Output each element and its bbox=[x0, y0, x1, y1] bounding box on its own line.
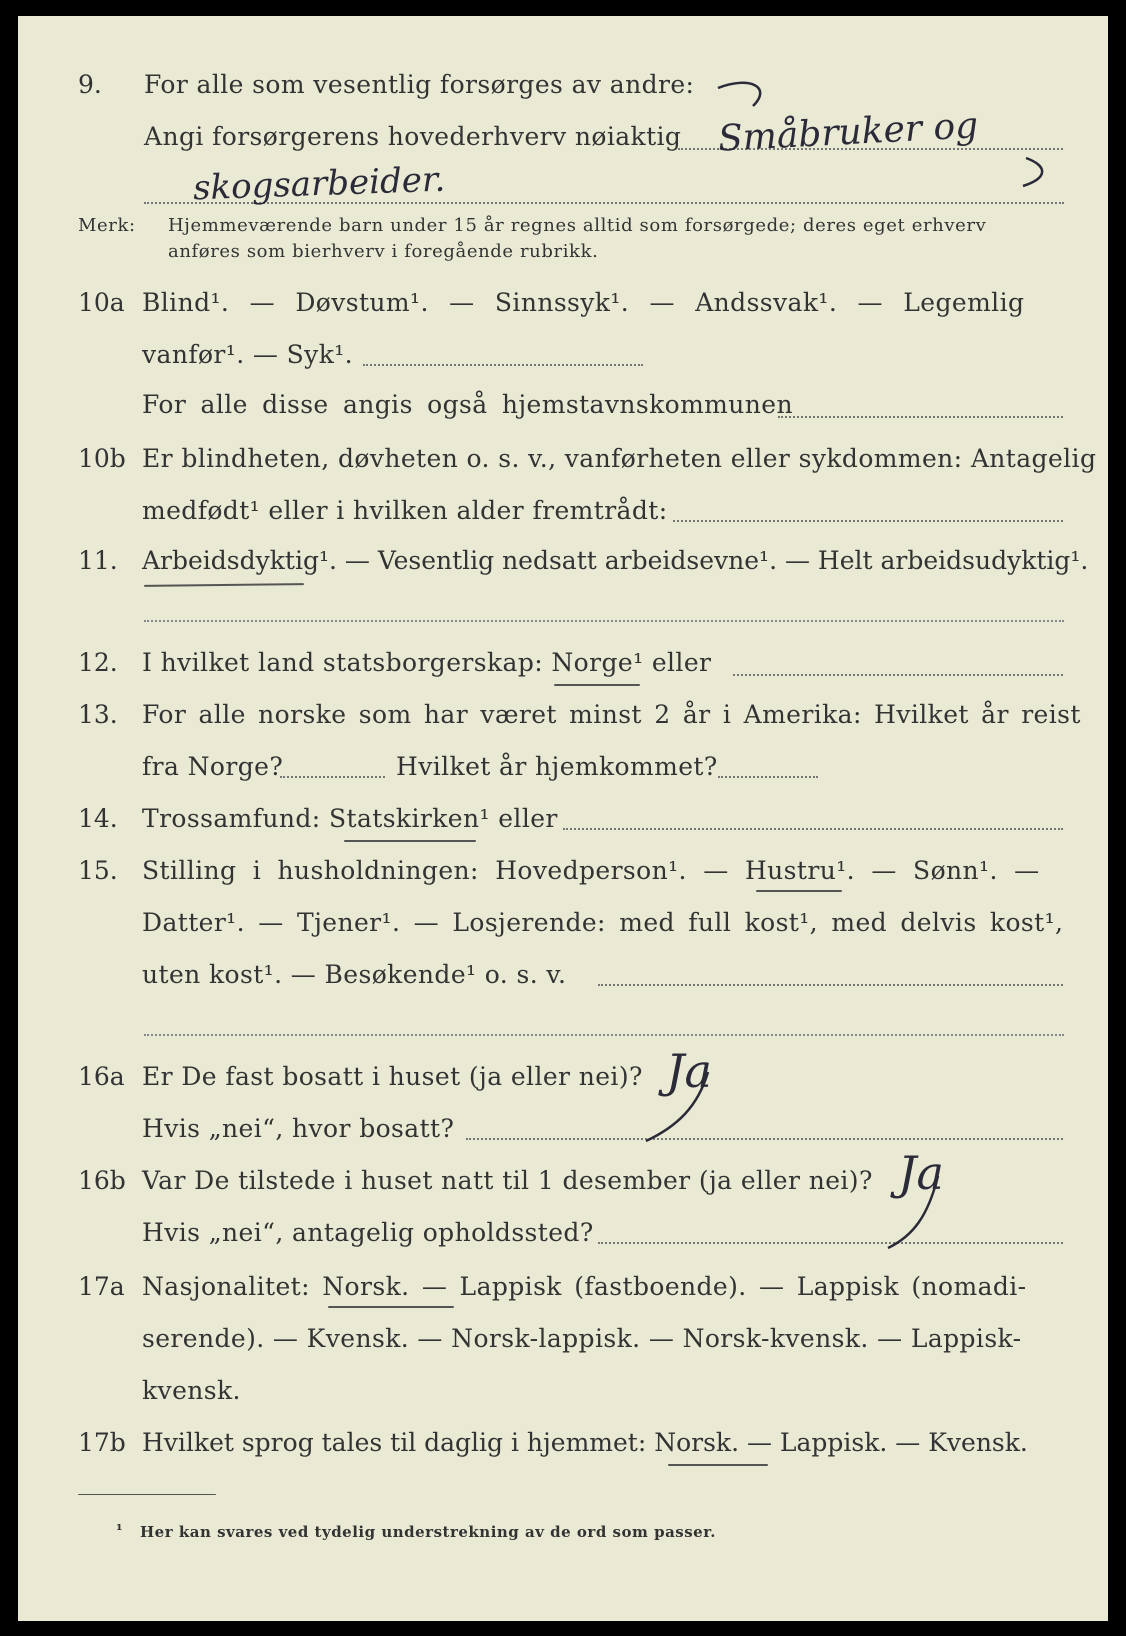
q16b-line1: Var De tilstede i huset natt til 1 desember (ja eller nei)? bbox=[142, 1166, 873, 1195]
q13-line2b: Hvilket år hjemkommet? bbox=[396, 752, 718, 781]
q16b-number: 16b bbox=[78, 1166, 126, 1195]
q10b-line1: Er blindheten, døvheten o. s. v., vanførheten eller sykdommen: Antagelig bbox=[142, 444, 1097, 473]
q11-rule bbox=[144, 620, 1064, 622]
merk-line1: Hjemmeværende barn under 15 år regnes alltid som forsørgede; deres eget erhverv bbox=[168, 215, 987, 236]
q10a-number: 10a bbox=[78, 288, 125, 317]
q15-rule bbox=[144, 1034, 1064, 1036]
q13-dots-a bbox=[280, 776, 385, 778]
q12-underline bbox=[554, 684, 640, 686]
footnote-text: Her kan svares ved tydelig understrekning av de ord som passer. bbox=[140, 1523, 716, 1541]
q9-number: 9. bbox=[78, 70, 102, 99]
ink-stroke-q9-tail bbox=[1023, 158, 1042, 186]
q16a-line1: Er De fast bosatt i huset (ja eller nei)? bbox=[142, 1062, 643, 1091]
q16a-answer: Ja bbox=[666, 1044, 712, 1098]
q10a-line3: For alle disse angis også hjemstavnskommunen bbox=[142, 390, 793, 419]
q10a-line3-dots bbox=[778, 416, 1063, 418]
q15-dots bbox=[598, 984, 1063, 986]
q17b-line1: Hvilket sprog tales til daglig i hjemmet: Norsk. — Lappisk. — Kvensk. bbox=[142, 1428, 1028, 1457]
q17a-underline bbox=[328, 1306, 454, 1308]
q16a-number: 16a bbox=[78, 1062, 125, 1091]
q13-line2a: fra Norge? bbox=[142, 752, 284, 781]
q15-line3: uten kost¹. — Besøkende¹ o. s. v. bbox=[142, 960, 567, 989]
q13-line1: For alle norske som har været minst 2 år i Amerika: Hvilket år reist bbox=[142, 700, 1081, 729]
q15-underline bbox=[756, 890, 842, 892]
q13-number: 13. bbox=[78, 700, 118, 729]
ink-stroke-q9-top bbox=[718, 83, 760, 106]
q13-dots-b bbox=[718, 776, 818, 778]
q17b-number: 17b bbox=[78, 1428, 126, 1457]
q11-line1: Arbeidsdyktig¹. — Vesentlig nedsatt arbeidsevne¹. — Helt arbeidsudyktig¹. bbox=[142, 546, 1089, 575]
q10a-line2-dots bbox=[363, 364, 643, 366]
q14-number: 14. bbox=[78, 804, 118, 833]
q16b-dots bbox=[598, 1242, 1063, 1244]
q10b-line2: medfødt¹ eller i hvilken alder fremtrådt: bbox=[142, 496, 668, 525]
q11-underline bbox=[144, 583, 304, 587]
footnote-mark: ¹ bbox=[116, 1521, 124, 1539]
q10b-line2-dots bbox=[673, 520, 1063, 522]
q14-underline bbox=[344, 840, 476, 842]
q9-answer-1: Småbruker og bbox=[717, 105, 980, 160]
footnote-separator bbox=[78, 1494, 216, 1495]
q12-number: 12. bbox=[78, 648, 118, 677]
q17a-line2: serende). — Kvensk. — Norsk-lappisk. — Norsk-kvensk. — Lappisk- bbox=[142, 1324, 1022, 1353]
q10b-number: 10b bbox=[78, 444, 126, 473]
q12-line1: I hvilket land statsborgerskap: Norge¹ eller bbox=[142, 648, 712, 677]
q11-number: 11. bbox=[78, 546, 118, 575]
q12-dots bbox=[733, 674, 1063, 676]
q9-line1: For alle som vesentlig forsørges av andre: bbox=[144, 70, 695, 99]
q9-answer-2: skogsarbeider. bbox=[192, 159, 446, 209]
q15-line1: Stilling i husholdningen: Hovedperson¹. — Hustru¹. — Sønn¹. — bbox=[142, 856, 1040, 885]
q16b-answer: Ja bbox=[898, 1146, 944, 1200]
q14-line1: Trossamfund: Statskirken¹ eller bbox=[142, 804, 558, 833]
q17a-line3: kvensk. bbox=[142, 1376, 241, 1405]
merk-line2: anføres som bierhverv i foregående rubrikk. bbox=[168, 241, 599, 262]
q14-dots bbox=[563, 828, 1063, 830]
q17a-line1: Nasjonalitet: Norsk. — Lappisk (fastboende). — Lappisk (nomadi- bbox=[142, 1272, 1027, 1301]
q16b-line2: Hvis „nei“, antagelig opholdssted? bbox=[142, 1218, 594, 1247]
q10a-line2: vanfør¹. — Syk¹. bbox=[142, 340, 354, 369]
q15-line2: Datter¹. — Tjener¹. — Losjerende: med full kost¹, med delvis kost¹, bbox=[142, 908, 1064, 937]
q9-line2: Angi forsørgerens hovederhverv nøiaktig bbox=[144, 122, 682, 151]
merk-label: Merk: bbox=[78, 215, 136, 236]
q16a-dots bbox=[466, 1138, 1063, 1140]
q16a-line2: Hvis „nei“, hvor bosatt? bbox=[142, 1114, 455, 1143]
census-form-page bbox=[18, 16, 1108, 1621]
q17a-number: 17a bbox=[78, 1272, 125, 1301]
q15-number: 15. bbox=[78, 856, 118, 885]
q17b-underline bbox=[668, 1464, 768, 1466]
q10a-line1: Blind¹. — Døvstum¹. — Sinnssyk¹. — Andssvak¹. — Legemlig bbox=[142, 288, 1025, 317]
